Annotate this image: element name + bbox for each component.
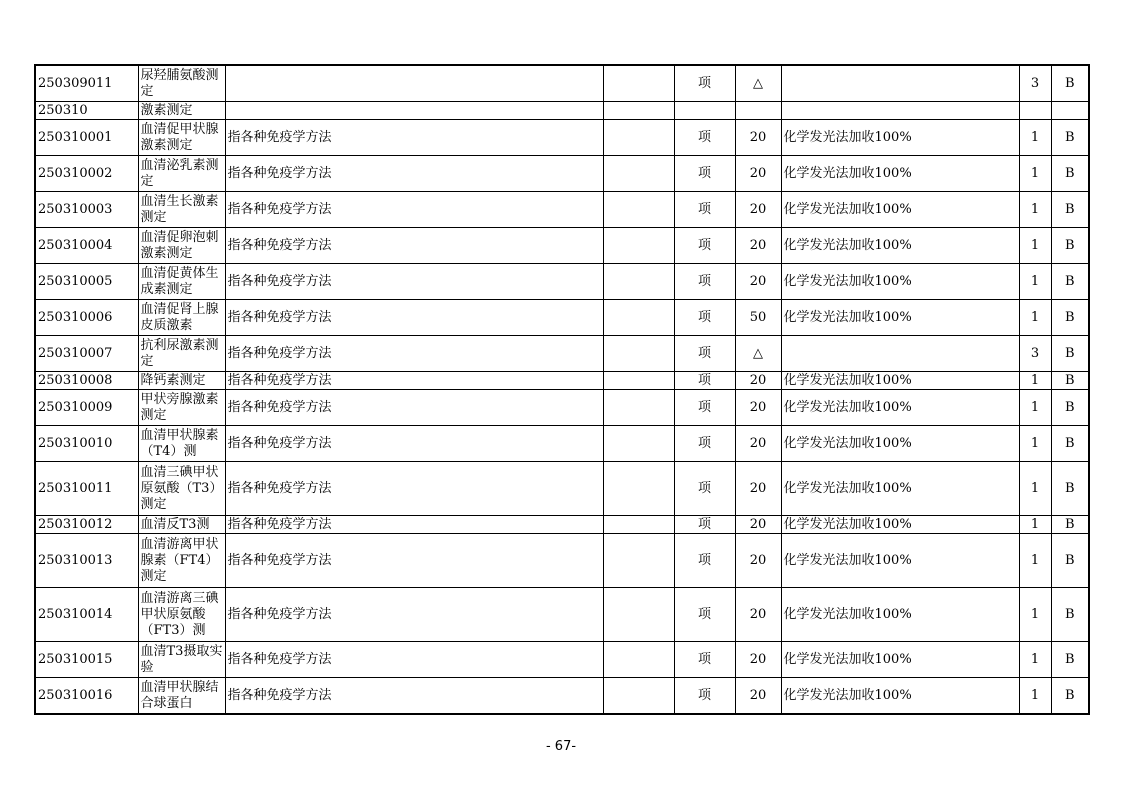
item-name-cell: 抗利尿激素测定	[138, 336, 225, 372]
note-cell: 化学发光法加收100%	[781, 300, 1019, 336]
table-row	[35, 678, 1089, 715]
item-code-cell: 250310014	[35, 588, 138, 642]
unit-cell: 项	[674, 228, 735, 264]
item-name-cell: 血清促肾上腺皮质激素	[138, 300, 225, 336]
item-content-cell: 指各种免疫学方法	[225, 516, 603, 534]
table-row	[35, 156, 1089, 192]
item-content-cell: 指各种免疫学方法	[225, 588, 603, 642]
price-cell: 20	[735, 192, 781, 228]
unit-cell: 项	[674, 372, 735, 390]
price-cell: 20	[735, 588, 781, 642]
note-cell: 化学发光法加收100%	[781, 462, 1019, 516]
level-cell: 1	[1019, 156, 1051, 192]
item-name-cell: 尿羟脯氨酸测定	[138, 65, 225, 102]
table-row	[35, 462, 1089, 516]
excluded-content-cell	[603, 156, 674, 192]
excluded-content-cell	[603, 102, 674, 120]
unit-cell: 项	[674, 120, 735, 156]
level-cell: 1	[1019, 228, 1051, 264]
item-content-cell: 指各种免疫学方法	[225, 462, 603, 516]
excluded-content-cell	[603, 426, 674, 462]
price-cell: 20	[735, 264, 781, 300]
table-row	[35, 516, 1089, 534]
note-cell: 化学发光法加收100%	[781, 192, 1019, 228]
item-code-cell: 250310007	[35, 336, 138, 372]
level-cell	[1019, 102, 1051, 120]
category-cell: B	[1051, 372, 1089, 390]
level-cell: 1	[1019, 120, 1051, 156]
unit-cell: 项	[674, 300, 735, 336]
price-cell: 50	[735, 300, 781, 336]
item-name-cell: 血清甲状腺结合球蛋白	[138, 678, 225, 715]
category-cell: B	[1051, 462, 1089, 516]
excluded-content-cell	[603, 588, 674, 642]
item-code-cell: 250309011	[35, 65, 138, 102]
note-cell: 化学发光法加收100%	[781, 516, 1019, 534]
excluded-content-cell	[603, 462, 674, 516]
excluded-content-cell	[603, 300, 674, 336]
item-content-cell: 指各种免疫学方法	[225, 642, 603, 678]
item-code-cell: 250310005	[35, 264, 138, 300]
item-code-cell: 250310003	[35, 192, 138, 228]
note-cell	[781, 102, 1019, 120]
level-cell: 1	[1019, 516, 1051, 534]
level-cell: 1	[1019, 264, 1051, 300]
item-name-cell: 血清三碘甲状原氨酸（T3）测定	[138, 462, 225, 516]
unit-cell: 项	[674, 462, 735, 516]
price-cell: 20	[735, 462, 781, 516]
item-code-cell: 250310015	[35, 642, 138, 678]
table-row	[35, 65, 1089, 102]
item-content-cell: 指各种免疫学方法	[225, 300, 603, 336]
table-row	[35, 372, 1089, 390]
excluded-content-cell	[603, 228, 674, 264]
excluded-content-cell	[603, 372, 674, 390]
category-cell: B	[1051, 426, 1089, 462]
note-cell: 化学发光法加收100%	[781, 156, 1019, 192]
unit-cell: 项	[674, 588, 735, 642]
table-row	[35, 426, 1089, 462]
price-cell	[735, 102, 781, 120]
item-content-cell: 指各种免疫学方法	[225, 390, 603, 426]
level-cell: 1	[1019, 300, 1051, 336]
category-cell	[1051, 102, 1089, 120]
unit-cell: 项	[674, 264, 735, 300]
level-cell: 3	[1019, 65, 1051, 102]
unit-cell: 项	[674, 534, 735, 588]
item-code-cell: 250310	[35, 102, 138, 120]
table-row	[35, 642, 1089, 678]
category-cell: B	[1051, 156, 1089, 192]
category-cell: B	[1051, 534, 1089, 588]
level-cell: 1	[1019, 678, 1051, 715]
price-cell: 20	[735, 372, 781, 390]
level-cell: 1	[1019, 534, 1051, 588]
category-cell: B	[1051, 336, 1089, 372]
item-code-cell: 250310009	[35, 390, 138, 426]
item-code-cell: 250310010	[35, 426, 138, 462]
item-name-cell: 血清反T3测	[138, 516, 225, 534]
price-cell: 20	[735, 642, 781, 678]
excluded-content-cell	[603, 336, 674, 372]
price-cell: 20	[735, 516, 781, 534]
table-row	[35, 264, 1089, 300]
price-cell: 20	[735, 228, 781, 264]
item-content-cell: 指各种免疫学方法	[225, 120, 603, 156]
excluded-content-cell	[603, 642, 674, 678]
item-code-cell: 250310012	[35, 516, 138, 534]
price-cell: 20	[735, 120, 781, 156]
table-row	[35, 102, 1089, 120]
item-name-cell: 甲状旁腺激素测定	[138, 390, 225, 426]
category-cell: B	[1051, 588, 1089, 642]
unit-cell: 项	[674, 516, 735, 534]
item-content-cell: 指各种免疫学方法	[225, 678, 603, 715]
item-content-cell	[225, 102, 603, 120]
table-row	[35, 228, 1089, 264]
category-cell: B	[1051, 516, 1089, 534]
item-code-cell: 250310001	[35, 120, 138, 156]
unit-cell: 项	[674, 156, 735, 192]
level-cell: 1	[1019, 390, 1051, 426]
level-cell: 1	[1019, 372, 1051, 390]
excluded-content-cell	[603, 65, 674, 102]
note-cell: 化学发光法加收100%	[781, 264, 1019, 300]
unit-cell: 项	[674, 336, 735, 372]
item-code-cell: 250310008	[35, 372, 138, 390]
item-code-cell: 250310006	[35, 300, 138, 336]
item-name-cell: 血清促卵泡刺激素测定	[138, 228, 225, 264]
level-cell: 1	[1019, 462, 1051, 516]
price-cell: 20	[735, 534, 781, 588]
item-code-cell: 250310011	[35, 462, 138, 516]
item-name-cell: 血清游离甲状腺素（FT4）测定	[138, 534, 225, 588]
table-row	[35, 588, 1089, 642]
note-cell: 化学发光法加收100%	[781, 372, 1019, 390]
category-cell: B	[1051, 192, 1089, 228]
category-cell: B	[1051, 390, 1089, 426]
note-cell: 化学发光法加收100%	[781, 120, 1019, 156]
item-name-cell: 血清促黄体生成素测定	[138, 264, 225, 300]
price-cell: △	[735, 65, 781, 102]
price-cell: 20	[735, 156, 781, 192]
unit-cell: 项	[674, 390, 735, 426]
level-cell: 1	[1019, 192, 1051, 228]
excluded-content-cell	[603, 264, 674, 300]
category-cell: B	[1051, 642, 1089, 678]
item-code-cell: 250310016	[35, 678, 138, 715]
category-cell: B	[1051, 120, 1089, 156]
category-cell: B	[1051, 300, 1089, 336]
table-row	[35, 300, 1089, 336]
note-cell	[781, 336, 1019, 372]
item-code-cell: 250310002	[35, 156, 138, 192]
unit-cell: 项	[674, 65, 735, 102]
item-code-cell: 250310013	[35, 534, 138, 588]
item-content-cell: 指各种免疫学方法	[225, 264, 603, 300]
price-cell: 20	[735, 390, 781, 426]
price-cell: 20	[735, 678, 781, 715]
table-row	[35, 390, 1089, 426]
category-cell: B	[1051, 678, 1089, 715]
unit-cell: 项	[674, 426, 735, 462]
unit-cell: 项	[674, 192, 735, 228]
price-cell: 20	[735, 426, 781, 462]
item-name-cell: 血清生长激素测定	[138, 192, 225, 228]
category-cell: B	[1051, 228, 1089, 264]
excluded-content-cell	[603, 534, 674, 588]
item-name-cell: 激素测定	[138, 102, 225, 120]
item-code-cell: 250310004	[35, 228, 138, 264]
note-cell: 化学发光法加收100%	[781, 678, 1019, 715]
item-name-cell: 降钙素测定	[138, 372, 225, 390]
item-name-cell: 血清甲状腺素（T4）测	[138, 426, 225, 462]
item-content-cell: 指各种免疫学方法	[225, 372, 603, 390]
level-cell: 1	[1019, 642, 1051, 678]
note-cell: 化学发光法加收100%	[781, 426, 1019, 462]
item-content-cell	[225, 65, 603, 102]
level-cell: 3	[1019, 336, 1051, 372]
note-cell: 化学发光法加收100%	[781, 228, 1019, 264]
note-cell: 化学发光法加收100%	[781, 390, 1019, 426]
table-row	[35, 192, 1089, 228]
item-name-cell: 血清T3摄取实验	[138, 642, 225, 678]
item-content-cell: 指各种免疫学方法	[225, 228, 603, 264]
price-cell: △	[735, 336, 781, 372]
note-cell: 化学发光法加收100%	[781, 588, 1019, 642]
excluded-content-cell	[603, 120, 674, 156]
level-cell: 1	[1019, 426, 1051, 462]
level-cell: 1	[1019, 588, 1051, 642]
fee-schedule-table	[34, 64, 1090, 715]
category-cell: B	[1051, 264, 1089, 300]
table-row	[35, 534, 1089, 588]
item-content-cell: 指各种免疫学方法	[225, 336, 603, 372]
unit-cell	[674, 102, 735, 120]
item-name-cell: 血清游离三碘甲状原氨酸（FT3）测	[138, 588, 225, 642]
item-name-cell: 血清促甲状腺激素测定	[138, 120, 225, 156]
item-content-cell: 指各种免疫学方法	[225, 156, 603, 192]
note-cell: 化学发光法加收100%	[781, 534, 1019, 588]
category-cell: B	[1051, 65, 1089, 102]
item-name-cell: 血清泌乳素测定	[138, 156, 225, 192]
item-content-cell: 指各种免疫学方法	[225, 534, 603, 588]
note-cell	[781, 65, 1019, 102]
item-content-cell: 指各种免疫学方法	[225, 426, 603, 462]
item-content-cell: 指各种免疫学方法	[225, 192, 603, 228]
table-row	[35, 120, 1089, 156]
table-body	[35, 65, 1089, 714]
note-cell: 化学发光法加收100%	[781, 642, 1019, 678]
excluded-content-cell	[603, 192, 674, 228]
excluded-content-cell	[603, 516, 674, 534]
excluded-content-cell	[603, 390, 674, 426]
excluded-content-cell	[603, 678, 674, 715]
unit-cell: 项	[674, 678, 735, 715]
unit-cell: 项	[674, 642, 735, 678]
table-row	[35, 336, 1089, 372]
page-number: - 67-	[545, 739, 577, 754]
